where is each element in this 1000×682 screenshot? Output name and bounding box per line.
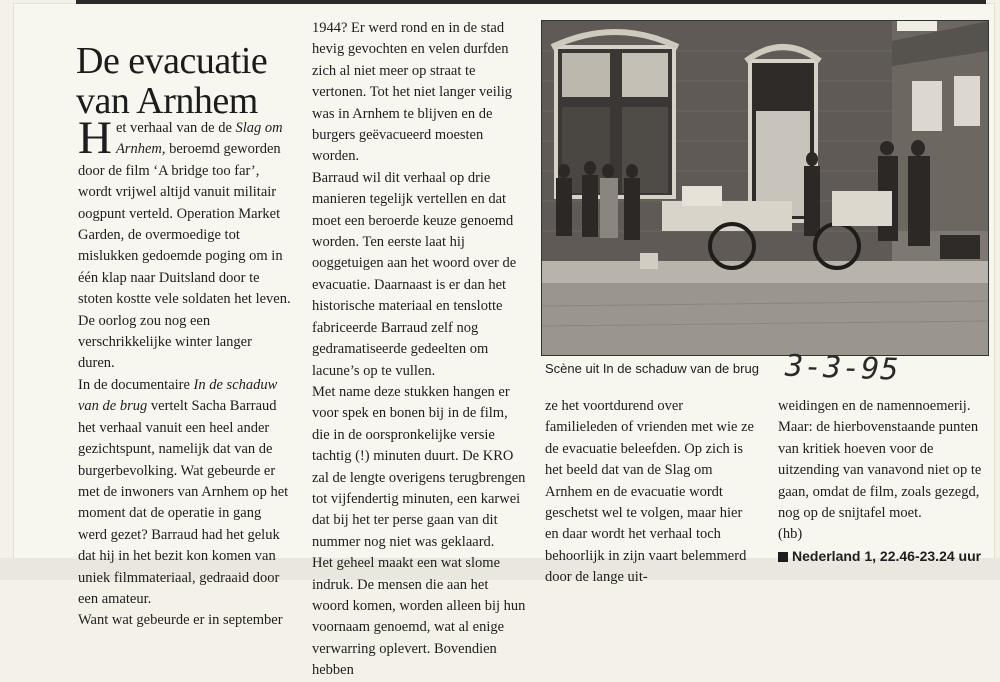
paragraph: Barraud wil dit verhaal op drie manieren tegelijk vertellen en dat moet een beroerde keuze genoemd worden. Ten eerste laat hij ooggetuigen aan het woord over de evacuatie. Daarnaast is er dan het historische materiaal en tenslotte fabriceerde Barraud zelf nog gedramatiseerde gedeelten om lacune’s op te vullen. bbox=[312, 169, 517, 379]
paragraph: Maar: de hierbovenstaande punten van kritiek hoeven voor de uitzending van vanavond niet op te gaan, omdat de film, zoals gezegd, nog op de snijtafel moet. bbox=[778, 419, 982, 522]
paragraph bbox=[78, 375, 292, 610]
text-run: vertelt Sacha Barraud het verhaal vanuit een heel ander gezichtspunt, namelijk dat van de burgerbevolking. Wat gebeurde er met de inwoners van Arnhem op het moment dat de operatie in gang werd gezet? Barraud had het geluk dat hij in het bezit kon komen van uniek filmmateriaal, gedraaid door een amateur. bbox=[78, 398, 289, 607]
text-run: et verhaal van de de bbox=[115, 120, 236, 136]
article-column-4 bbox=[778, 396, 984, 567]
drop-cap: H bbox=[78, 112, 112, 164]
paragraph: Met name deze stukken hangen er voor spek en bonen bij in de film, die in de oorspronkelijke versie tachtig (!) minuten duurt. De KRO zal de lengte overigens terugbrengen tot vijfendertig minuten, een karwei dat bij het ter perse gaan van dit nummer nog niet was geklaard. bbox=[312, 383, 526, 550]
paragraph: Want wat gebeurde er in september bbox=[78, 612, 283, 629]
paragraph: 1944? Er werd rond en in de stad hevig gevochten en velen durfden zich al niet meer op straat te vertonen. Tot het niet langer veilig was in Arnhem te blijven en de burgers geëvacueerd moesten worden. bbox=[312, 20, 513, 165]
top-rule bbox=[76, 0, 986, 4]
photo-caption: Scène uit In de schaduw van de brug bbox=[545, 361, 759, 376]
signature: (hb) bbox=[778, 526, 803, 543]
italic-title: Slag om Arnhem bbox=[115, 120, 283, 158]
text-run: , beroemd geworden door de film ‘A bridge too far’, wordt vrijwel altijd vanuit militair oogpunt verteld. Operation Market Garden, de overmoedige tot mislukken gedoemde poging om in één klap naar Duitsland door te stoten kostte vele soldaten het leven. De oorlog zou nog een verschrikkelijke winter langer duren. bbox=[78, 141, 291, 372]
paragraph: ze het voortdurend over familieleden of vrienden met wie ze de evacuatie beleefden. Op zich is het beeld dat van de Slag om Arnhem en de evacuatie wordt geschetst wel te volgen, maar hier en daar wordt het verhaal toch behoorlijk in zijn vaart belemmerd door de lange uit- bbox=[545, 398, 754, 586]
paragraph bbox=[78, 112, 292, 375]
bullet-square-icon bbox=[778, 552, 788, 562]
article-column-1 bbox=[78, 112, 292, 632]
handwritten-date: 3-3-95 bbox=[784, 348, 900, 388]
street-scene-illustration bbox=[542, 21, 988, 355]
paragraph: Het geheel maakt een wat slome indruk. De mensen die aan het woord komen, worden alleen bij hun voornaam genoemd, wat al enige verwarring oplevert. Bovendien hebben bbox=[312, 555, 526, 679]
broadcast-time: Nederland 1, 22.46-23.24 uur bbox=[792, 547, 982, 564]
paragraph: weidingen en de namennoemerij. bbox=[778, 398, 971, 414]
broadcast-info bbox=[778, 546, 984, 567]
text-run: In de documentaire bbox=[78, 376, 194, 393]
article-column-2 bbox=[312, 18, 526, 682]
article-photo bbox=[541, 20, 989, 356]
italic-title: In de schaduw van de brug bbox=[78, 376, 278, 415]
article-column-3 bbox=[545, 396, 759, 589]
article-headline: De evacuatie van Arnhem bbox=[76, 40, 268, 123]
